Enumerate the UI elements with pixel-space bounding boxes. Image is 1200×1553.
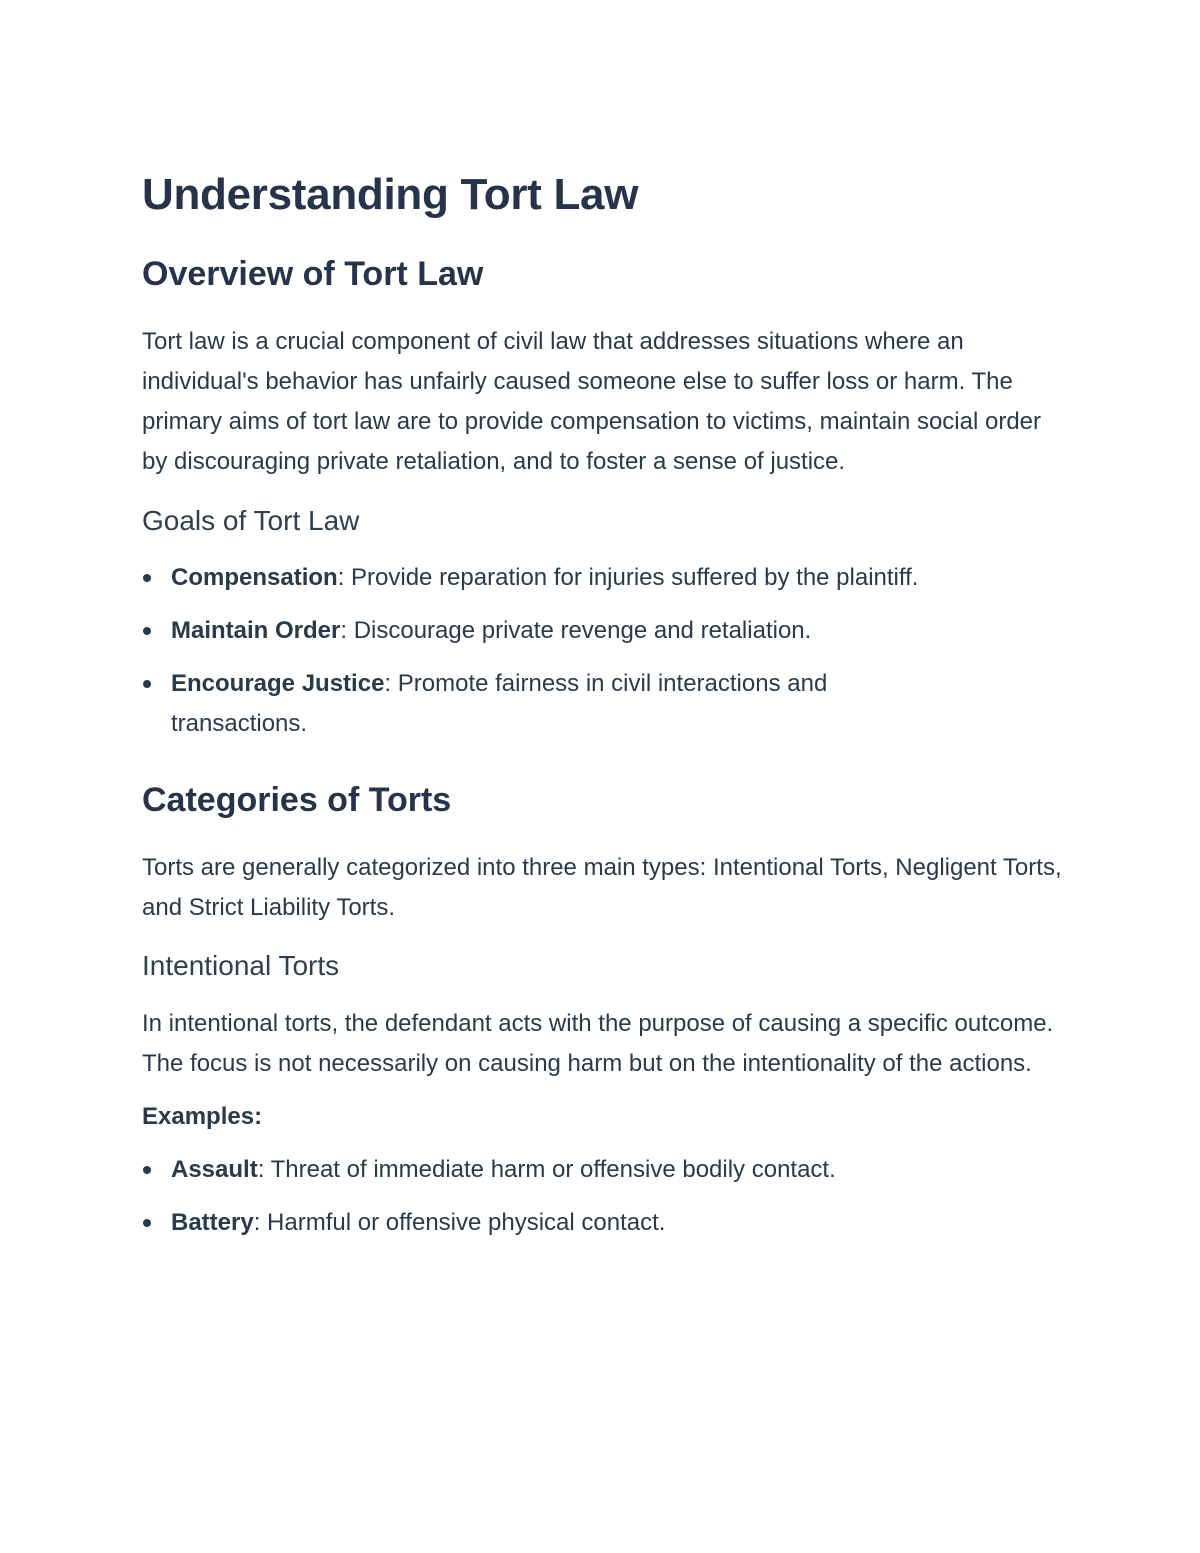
list-item-description: : Discourage private revenge and retaliation. xyxy=(340,617,812,644)
document-title: Understanding Tort Law xyxy=(142,170,639,219)
list-item-description: : Threat of immediate harm or offensive bodily contact. xyxy=(257,1156,836,1183)
list-item-term: Assault xyxy=(171,1156,258,1183)
overview-heading: Overview of Tort Law xyxy=(142,255,484,293)
goals-list xyxy=(142,558,1072,744)
categories-paragraph: Torts are generally categorized into three main types: Intentional Torts, Negligent Torts, and Strict Liability Torts. xyxy=(142,854,1062,921)
bullet-icon xyxy=(143,680,151,688)
bullet-icon xyxy=(143,1166,151,1174)
goals-heading: Goals of Tort Law xyxy=(142,505,360,536)
bullet-icon xyxy=(143,1219,151,1227)
list-item-term: Battery xyxy=(171,1209,254,1236)
list-item-description: : Harmful or offensive physical contact. xyxy=(253,1209,666,1236)
categories-heading: Categories of Torts xyxy=(142,781,452,819)
list-item xyxy=(142,611,1072,651)
examples-label: Examples: xyxy=(142,1103,263,1130)
list-item-description: : Promote fairness in civil interactions and transactions. xyxy=(171,670,828,737)
list-item-term: Compensation xyxy=(171,564,338,591)
list-item xyxy=(142,664,1072,744)
list-item-term: Encourage Justice xyxy=(171,670,385,697)
intentional-torts-heading: Intentional Torts xyxy=(142,950,340,981)
list-item-description: : Provide reparation for injuries suffered by the plaintiff. xyxy=(337,564,919,591)
list-item xyxy=(142,1150,1072,1190)
list-item xyxy=(142,1203,1072,1243)
examples-list xyxy=(142,1150,1072,1243)
bullet-icon xyxy=(143,627,151,635)
bullet-icon xyxy=(143,574,151,582)
document-page xyxy=(142,168,1072,1243)
overview-paragraph: Tort law is a crucial component of civil law that addresses situations where an individual's behavior has unfairly caused someone else to suffer loss or harm. The primary aims of tort law are to provide compensation to victims, maintain social order by discouraging private retaliation, and to foster a sense of justice. xyxy=(142,328,1042,475)
list-item-term: Maintain Order xyxy=(171,617,341,644)
list-item xyxy=(142,558,1072,598)
intentional-torts-paragraph: In intentional torts, the defendant acts with the purpose of causing a specific outcome. The focus is not necessarily on causing harm but on the intentionality of the actions. xyxy=(142,1010,1054,1077)
